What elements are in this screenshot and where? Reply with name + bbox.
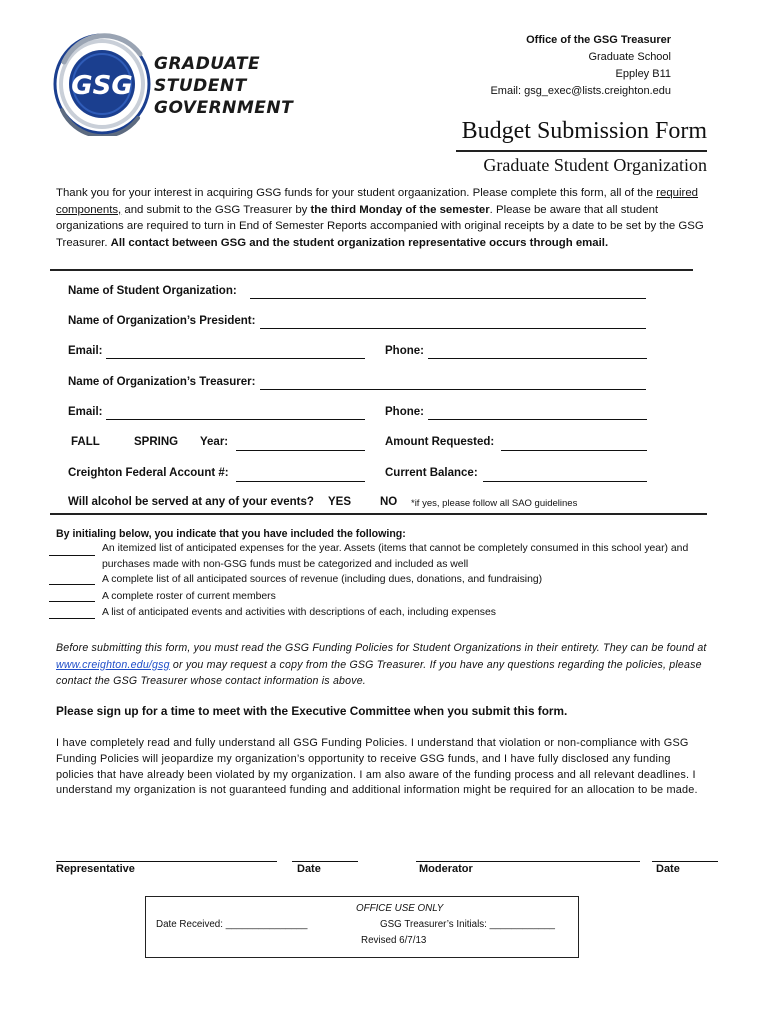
- contact-note: All contact between GSG and the student organization representative occurs through email.: [110, 236, 609, 249]
- moderator-date-line[interactable]: [652, 861, 718, 862]
- alcohol-question: Will alcohol be served at any of your events?: [68, 496, 314, 508]
- intro-paragraph: Thank you for your interest in acquiring GSG funds for your student orgaanization. Please complete this form, all of the required components, and submit to the GSG Treasurer by the third Monday of the semester. Please be aware that all student organizations are required to turn in End of Semester Reports accompanied with original receipts by a date to be set by the GSG Treasurer. All contact between GSG and the student organization representative occurs through email.: [56, 187, 704, 249]
- agreement-paragraph: I have completely read and fully understand all GSG Funding Policies. I understand that violation or non-compliance with GSG Funding Policies will jeopardize my organization’s opportunity to receive GSG funds, and I have fully disclosed any funding policies that have already been violated by my organization. I am also aware of the funding process and all relevant deadlines. I understand my organization is not guaranteed funding and additional information might be required for an allocation to be made.: [56, 737, 698, 797]
- checklist-item-4: A list of anticipated events and activities with descriptions of each, including expenses: [102, 607, 496, 618]
- gsg-logo-emblem-icon: [52, 32, 152, 136]
- email-field-2[interactable]: [106, 419, 365, 420]
- phone-field-2[interactable]: [428, 419, 647, 420]
- spring-option[interactable]: SPRING: [134, 436, 179, 448]
- office-use-heading: OFFICE USE ONLY: [356, 903, 444, 914]
- phone-label-2: Phone:: [385, 406, 424, 418]
- date-label-1: Date: [297, 863, 321, 875]
- moderator-signature-line[interactable]: [416, 861, 640, 862]
- moderator-label: Moderator: [419, 863, 473, 875]
- phone-label-1: Phone:: [385, 345, 424, 357]
- treasurer-field[interactable]: [260, 389, 646, 390]
- president-label: Name of Organization’s President:: [68, 315, 256, 327]
- initial-line-2[interactable]: [49, 584, 95, 585]
- contact-school: Graduate School: [588, 51, 671, 63]
- checklist-heading: By initialing below, you indicate that you have included the following:: [56, 528, 406, 540]
- logo-initials: GSG: [71, 71, 133, 101]
- checklist-item-2: A complete list of all anticipated sources of revenue (including dues, donations, and fundraising): [102, 574, 543, 585]
- email-label-2: Email:: [68, 406, 103, 418]
- representative-signature-line[interactable]: [56, 861, 277, 862]
- deadline-text: the third Monday of the semester: [310, 203, 490, 216]
- date-label-2: Date: [656, 863, 680, 875]
- contact-office: Office of the GSG Treasurer: [526, 34, 671, 46]
- logo-word-government: GOVERNMENT: [154, 98, 294, 118]
- contact-room: Eppley B11: [615, 68, 671, 80]
- gsg-logo: [52, 32, 292, 136]
- logo-word-student: STUDENT: [154, 76, 247, 96]
- initial-line-3[interactable]: [49, 601, 95, 602]
- initial-line-1[interactable]: [49, 555, 95, 556]
- year-field[interactable]: [236, 450, 365, 451]
- gsg-policies-link[interactable]: www.creighton.edu/gsg: [56, 658, 170, 671]
- title-rule: [456, 150, 707, 152]
- email-field-1[interactable]: [106, 358, 365, 359]
- phone-field-1[interactable]: [428, 358, 647, 359]
- section-divider-2: [50, 513, 707, 515]
- account-label: Creighton Federal Account #:: [68, 467, 229, 479]
- contact-block: [371, 32, 671, 100]
- form-title: Budget Submission Form: [461, 118, 707, 144]
- amount-field[interactable]: [501, 450, 647, 451]
- alcohol-yes-option[interactable]: YES: [328, 496, 352, 508]
- fall-option[interactable]: FALL: [71, 436, 100, 448]
- account-field[interactable]: [236, 481, 365, 482]
- form-subtitle: Graduate Student Organization: [483, 155, 707, 175]
- org-name-field[interactable]: [250, 298, 646, 299]
- treasurer-label: Name of Organization’s Treasurer:: [68, 376, 256, 388]
- logo-word-graduate: GRADUATE: [154, 54, 261, 74]
- revised-date: Revised 6/7/13: [361, 935, 427, 946]
- balance-field[interactable]: [483, 481, 647, 482]
- alcohol-note: *if yes, please follow all SAO guidelines: [411, 498, 578, 509]
- signup-instruction: Please sign up for a time to meet with the Executive Committee when you submit this form.: [56, 704, 568, 718]
- date-received-field: Date Received: _______________: [156, 919, 308, 930]
- year-label: Year:: [200, 436, 229, 448]
- alcohol-no-option[interactable]: NO: [380, 496, 398, 508]
- checklist-item-3: A complete roster of current members: [102, 591, 276, 602]
- org-name-label: Name of Student Organization:: [68, 285, 237, 297]
- representative-date-line[interactable]: [292, 861, 358, 862]
- required-components-text: required components,: [56, 187, 699, 216]
- email-label-1: Email:: [68, 345, 103, 357]
- representative-label: Representative: [56, 863, 135, 875]
- contact-email[interactable]: Email: gsg_exec@lists.creighton.edu: [490, 85, 671, 97]
- president-field[interactable]: [260, 328, 646, 329]
- balance-label: Current Balance:: [385, 467, 478, 479]
- section-divider-1: [50, 269, 693, 271]
- office-use-box: [145, 896, 579, 958]
- initial-line-4[interactable]: [49, 618, 95, 619]
- checklist-item-1: An itemized list of anticipated expenses for the year. Assets (items that cannot be completely consumed in this school year) and purchases made with non-GSG funds must be categorized and included as well: [102, 543, 689, 570]
- amount-label: Amount Requested:: [385, 436, 495, 448]
- treasurer-initials-field: GSG Treasurer’s Initials: ____________: [380, 919, 555, 930]
- policy-paragraph: Before submitting this form, you must read the GSG Funding Policies for Student Organizations in their entirety. They can be found at www.creighton.edu/gsg or you may request a copy from the GSG Treasurer. If you have any questions regarding the policies, please contact the GSG Treasurer whose contact information is above.: [56, 642, 707, 687]
